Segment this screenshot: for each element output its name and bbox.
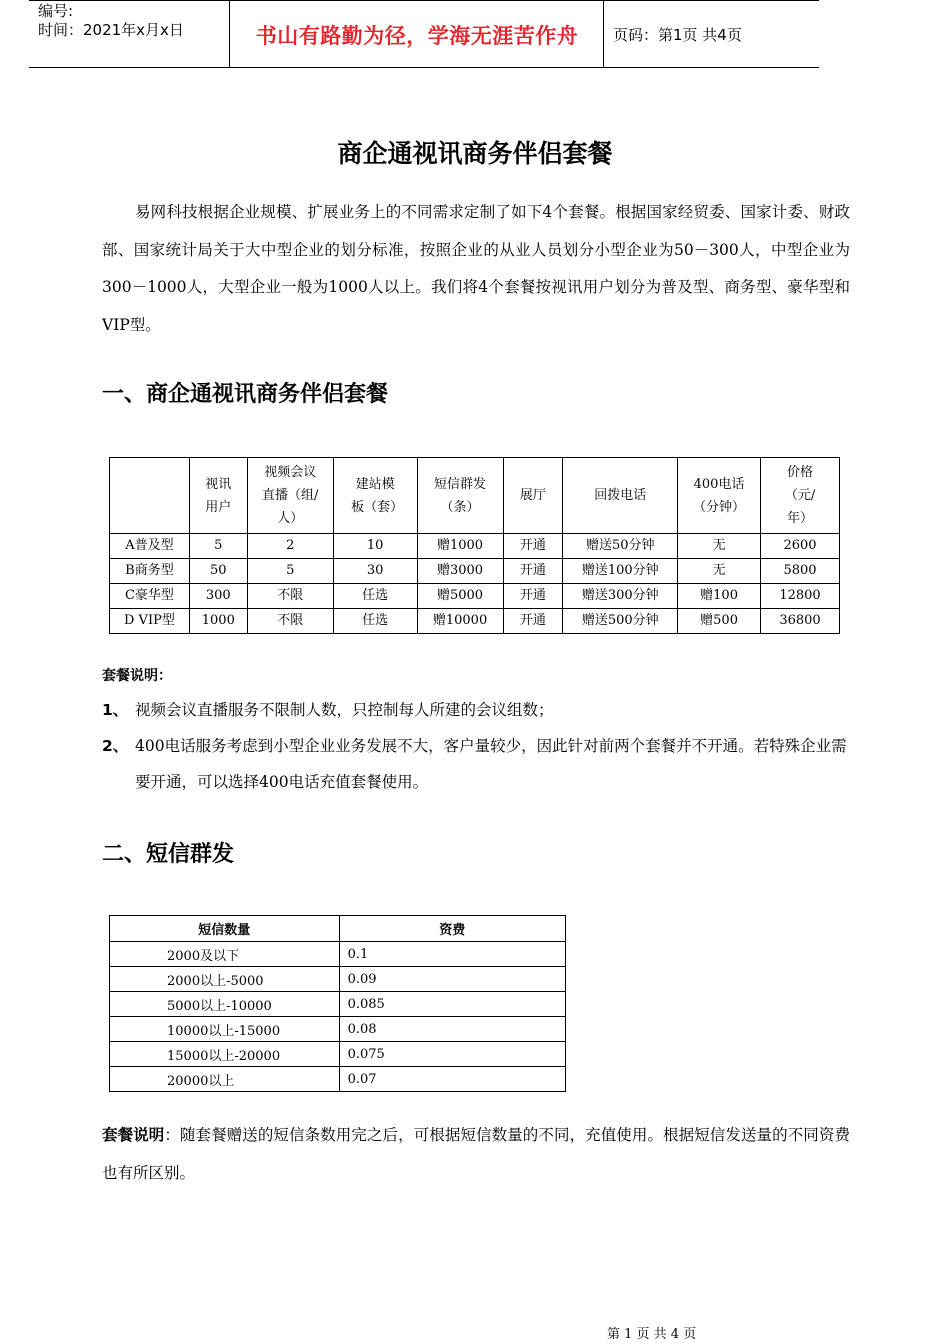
header-cell: 400电话（分钟）: [678, 458, 761, 534]
document-title: 商企通视讯商务伴侣套餐: [337, 139, 613, 168]
sms-quantity-cell: 2000以上-5000: [110, 967, 340, 992]
sms-rate-cell: 0.1: [339, 942, 565, 967]
package-cell: 赠5000: [417, 584, 503, 609]
package-cell: 30: [333, 559, 417, 584]
note-text: ：随套餐赠送的短信条数用完之后，可根据短信数量的不同，充值使用。根据短信发送量的不同资费也有所区别。: [102, 1126, 850, 1182]
package-cell: 开通: [503, 609, 563, 634]
package-cell: 36800: [761, 609, 840, 634]
package-cell: 任选: [333, 584, 417, 609]
package-name-cell: B商务型: [110, 559, 190, 584]
package-name-cell: D VIP型: [110, 609, 190, 634]
package-row: [110, 559, 840, 584]
package-cell: 无: [678, 559, 761, 584]
sms-row: [110, 1017, 566, 1042]
package-cell: 无: [678, 534, 761, 559]
package-name-cell: C豪华型: [110, 584, 190, 609]
section-2-heading: 二、短信群发: [102, 842, 235, 867]
note-text: 400电话服务考虑到小型企业业务发展不大，客户量较少，因此针对前两个套餐并不开通。若特殊企业需要开通，可以选择400电话充值套餐使用。: [135, 737, 847, 791]
note-number: 2、: [102, 737, 129, 755]
sms-quantity-cell: 20000以上: [110, 1067, 340, 1092]
section-1-heading: 一、商企通视讯商务伴侣套餐: [102, 382, 389, 407]
header-cell: 展厅: [503, 458, 563, 534]
header-page-info: 页码：第1页 共4页: [613, 26, 742, 44]
package-note-1: [102, 692, 850, 728]
package-cell: 5: [247, 559, 333, 584]
sms-table-header: [110, 916, 566, 942]
serial-label: 编号:: [38, 2, 74, 20]
note-label: 套餐说明: [102, 1126, 165, 1144]
note-number: 1、: [102, 701, 129, 719]
package-table-header: [110, 458, 840, 534]
package-cell: 赠1000: [417, 534, 503, 559]
package-cell: 赠送50分钟: [563, 534, 678, 559]
package-cell: 赠500: [678, 609, 761, 634]
header-cell: [110, 458, 190, 534]
header-bottom-rule: [29, 67, 819, 68]
header-top-rule: [29, 0, 819, 1]
package-note-2: [102, 728, 850, 800]
sms-row: [110, 1067, 566, 1092]
package-row: [110, 584, 840, 609]
package-row: [110, 534, 840, 559]
package-cell: 开通: [503, 584, 563, 609]
package-note-label: [102, 665, 172, 685]
sms-row: [110, 992, 566, 1017]
sms-quantity-cell: 2000及以下: [110, 942, 340, 967]
package-cell: 赠3000: [417, 559, 503, 584]
package-cell: 赠10000: [417, 609, 503, 634]
package-cell: 赠100: [678, 584, 761, 609]
date-line: 时间：2021年x月x日: [38, 21, 184, 39]
header-cell: 视讯用户: [189, 458, 247, 534]
package-cell: 不限: [247, 609, 333, 634]
sms-rate-cell: 0.08: [339, 1017, 565, 1042]
note-text: 视频会议直播服务不限制人数，只控制每人所建的会议组数；: [135, 701, 554, 719]
header-cell: 回拨电话: [563, 458, 678, 534]
package-cell: 5800: [761, 559, 840, 584]
sms-rate-cell: 0.09: [339, 967, 565, 992]
sms-rate-cell: 0.07: [339, 1067, 565, 1092]
package-cell: 2600: [761, 534, 840, 559]
sms-row: [110, 967, 566, 992]
package-cell: 1000: [189, 609, 247, 634]
package-cell: 50: [189, 559, 247, 584]
intro-paragraph: 易网科技根据企业规模、扩展业务上的不同需求定制了如下4个套餐。根据国家经贸委、国家计委、财政部、国家统计局关于大中型企业的划分标准，按照企业的从业人员划分小型企业为50－300人，中型企业为300－1000人，大型企业一般为1000人以上。我们将4个套餐按视讯用户划分为普及型、商务型、豪华型和VIP型。: [102, 203, 850, 334]
header-motto: 书山有路勤为径，学海无涯苦作舟: [255, 24, 579, 48]
sms-quantity-cell: 15000以上-20000: [110, 1042, 340, 1067]
page-footer: 第 1 页 共 4 页: [607, 1327, 697, 1342]
package-cell: 10: [333, 534, 417, 559]
package-cell: 赠送300分钟: [563, 584, 678, 609]
header-cell: 建站模板（套）: [333, 458, 417, 534]
package-name-cell: A普及型: [110, 534, 190, 559]
package-cell: 5: [189, 534, 247, 559]
package-cell: 赠送500分钟: [563, 609, 678, 634]
sms-note: [102, 1116, 850, 1192]
header-cell: 短信数量: [110, 916, 340, 942]
sms-rate-cell: 0.075: [339, 1042, 565, 1067]
package-cell: 赠送100分钟: [563, 559, 678, 584]
sms-quantity-cell: 5000以上-10000: [110, 992, 340, 1017]
header-cell: 短信群发（条）: [417, 458, 503, 534]
sms-row: [110, 942, 566, 967]
sms-rate-cell: 0.085: [339, 992, 565, 1017]
note-label: 套餐说明：: [102, 668, 172, 684]
sms-rate-table: [109, 915, 566, 1092]
package-cell: 开通: [503, 534, 563, 559]
header-cell: 视频会议直播（组/人）: [247, 458, 333, 534]
package-cell: 任选: [333, 609, 417, 634]
package-cell: 300: [189, 584, 247, 609]
package-cell: 开通: [503, 559, 563, 584]
sms-quantity-cell: 10000以上-15000: [110, 1017, 340, 1042]
header-meta: [38, 2, 184, 40]
sms-row: [110, 1042, 566, 1067]
header-cell: 价格（元/年）: [761, 458, 840, 534]
header-cell: 资费: [339, 916, 565, 942]
package-table: [109, 457, 840, 634]
package-cell: 不限: [247, 584, 333, 609]
package-cell: 2: [247, 534, 333, 559]
package-cell: 12800: [761, 584, 840, 609]
package-row: [110, 609, 840, 634]
